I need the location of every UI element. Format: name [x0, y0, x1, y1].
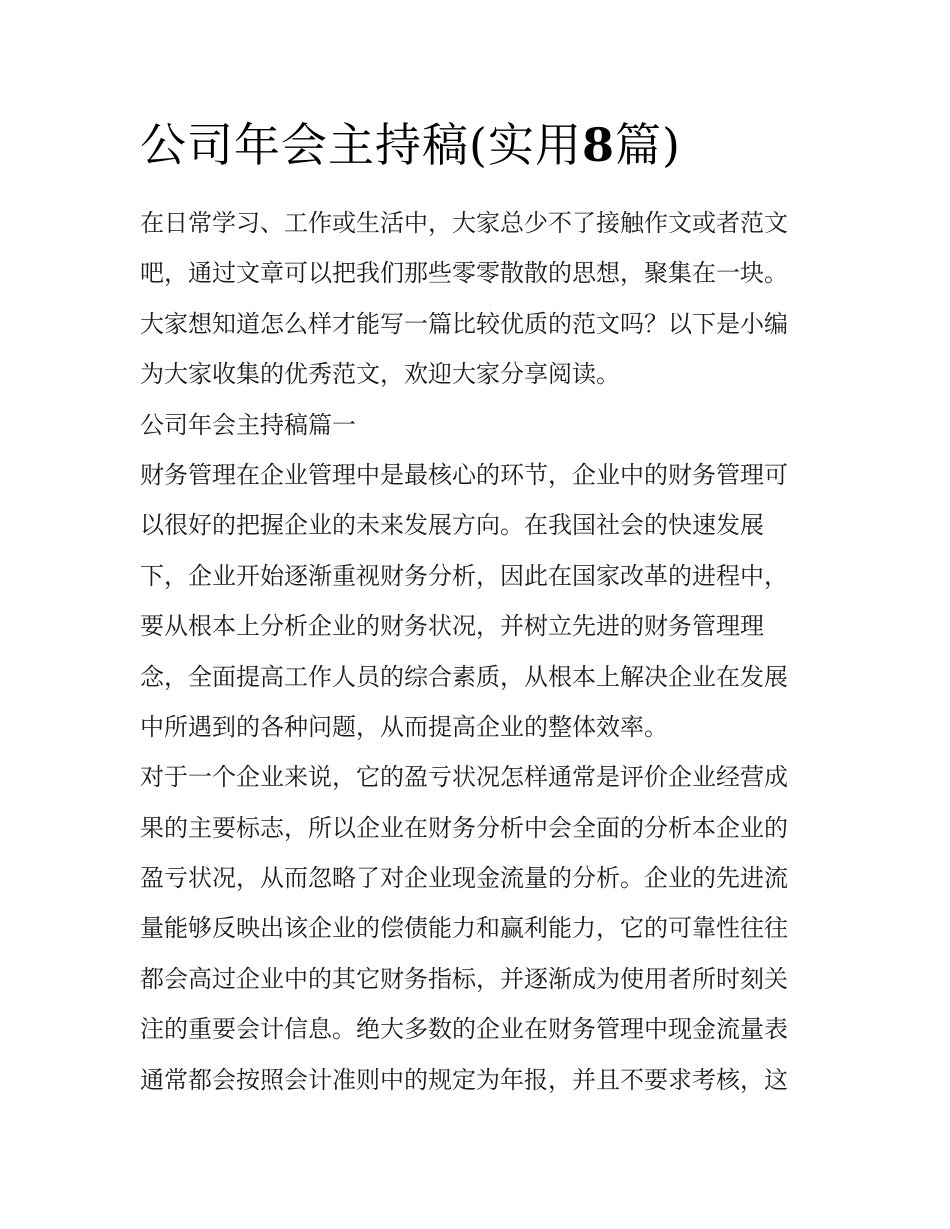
- text-line: 在日常学习、工作或生活中，大家总少不了接触作文或者范文: [140, 209, 788, 237]
- text-line: 吧，通过文章可以把我们那些零零散散的思想，聚集在一块。: [140, 259, 788, 288]
- text-line: 都会高过企业中的其它财务指标，并逐渐成为使用者所时刻关: [140, 964, 788, 993]
- text-line: 盈亏状况，从而忽略了对企业现金流量的分析。企业的先进流: [140, 864, 788, 893]
- text-line: 财务管理在企业管理中是最核心的环节，企业中的财务管理可: [140, 460, 788, 489]
- title-end: 篇): [614, 118, 681, 172]
- text-line: 中所遇到的各种问题，从而提高企业的整体效率。: [140, 712, 668, 741]
- section-heading: 公司年会主持稿篇一: [140, 410, 356, 439]
- text-line: 为大家收集的优秀范文，欢迎大家分享阅读。: [140, 360, 620, 389]
- text-line: 果的主要标志，所以企业在财务分析中会全面的分析本企业的: [140, 813, 788, 842]
- text-line: 要从根本上分析企业的财务状况，并树立先进的财务管理理: [140, 612, 764, 641]
- title-text: 公司年会主持稿(实用: [140, 118, 582, 172]
- text-line: 注的重要会计信息。绝大多数的企业在财务管理中现金流量表: [140, 1015, 788, 1044]
- document-title: [140, 112, 840, 178]
- text-line: 量能够反映出该企业的偿债能力和赢利能力，它的可靠性往往: [140, 914, 788, 943]
- text-line: 念，全面提高工作人员的综合素质，从根本上解决企业在发展: [140, 662, 788, 691]
- document-body: [140, 198, 820, 1105]
- text-line: 下，企业开始逐渐重视财务分析，因此在国家改革的进程中，: [140, 561, 788, 590]
- text-line: 大家想知道怎么样才能写一篇比较优质的范文吗？以下是小编: [140, 309, 788, 338]
- text-line: 以很好的把握企业的未来发展方向。在我国社会的快速发展: [140, 511, 764, 540]
- text-line: 通常都会按照会计准则中的规定为年报，并且不要求考核，这: [140, 1065, 788, 1094]
- title-number: 8: [581, 118, 615, 172]
- text-line: 对于一个企业来说，它的盈亏状况怎样通常是评价企业经营成: [140, 763, 788, 792]
